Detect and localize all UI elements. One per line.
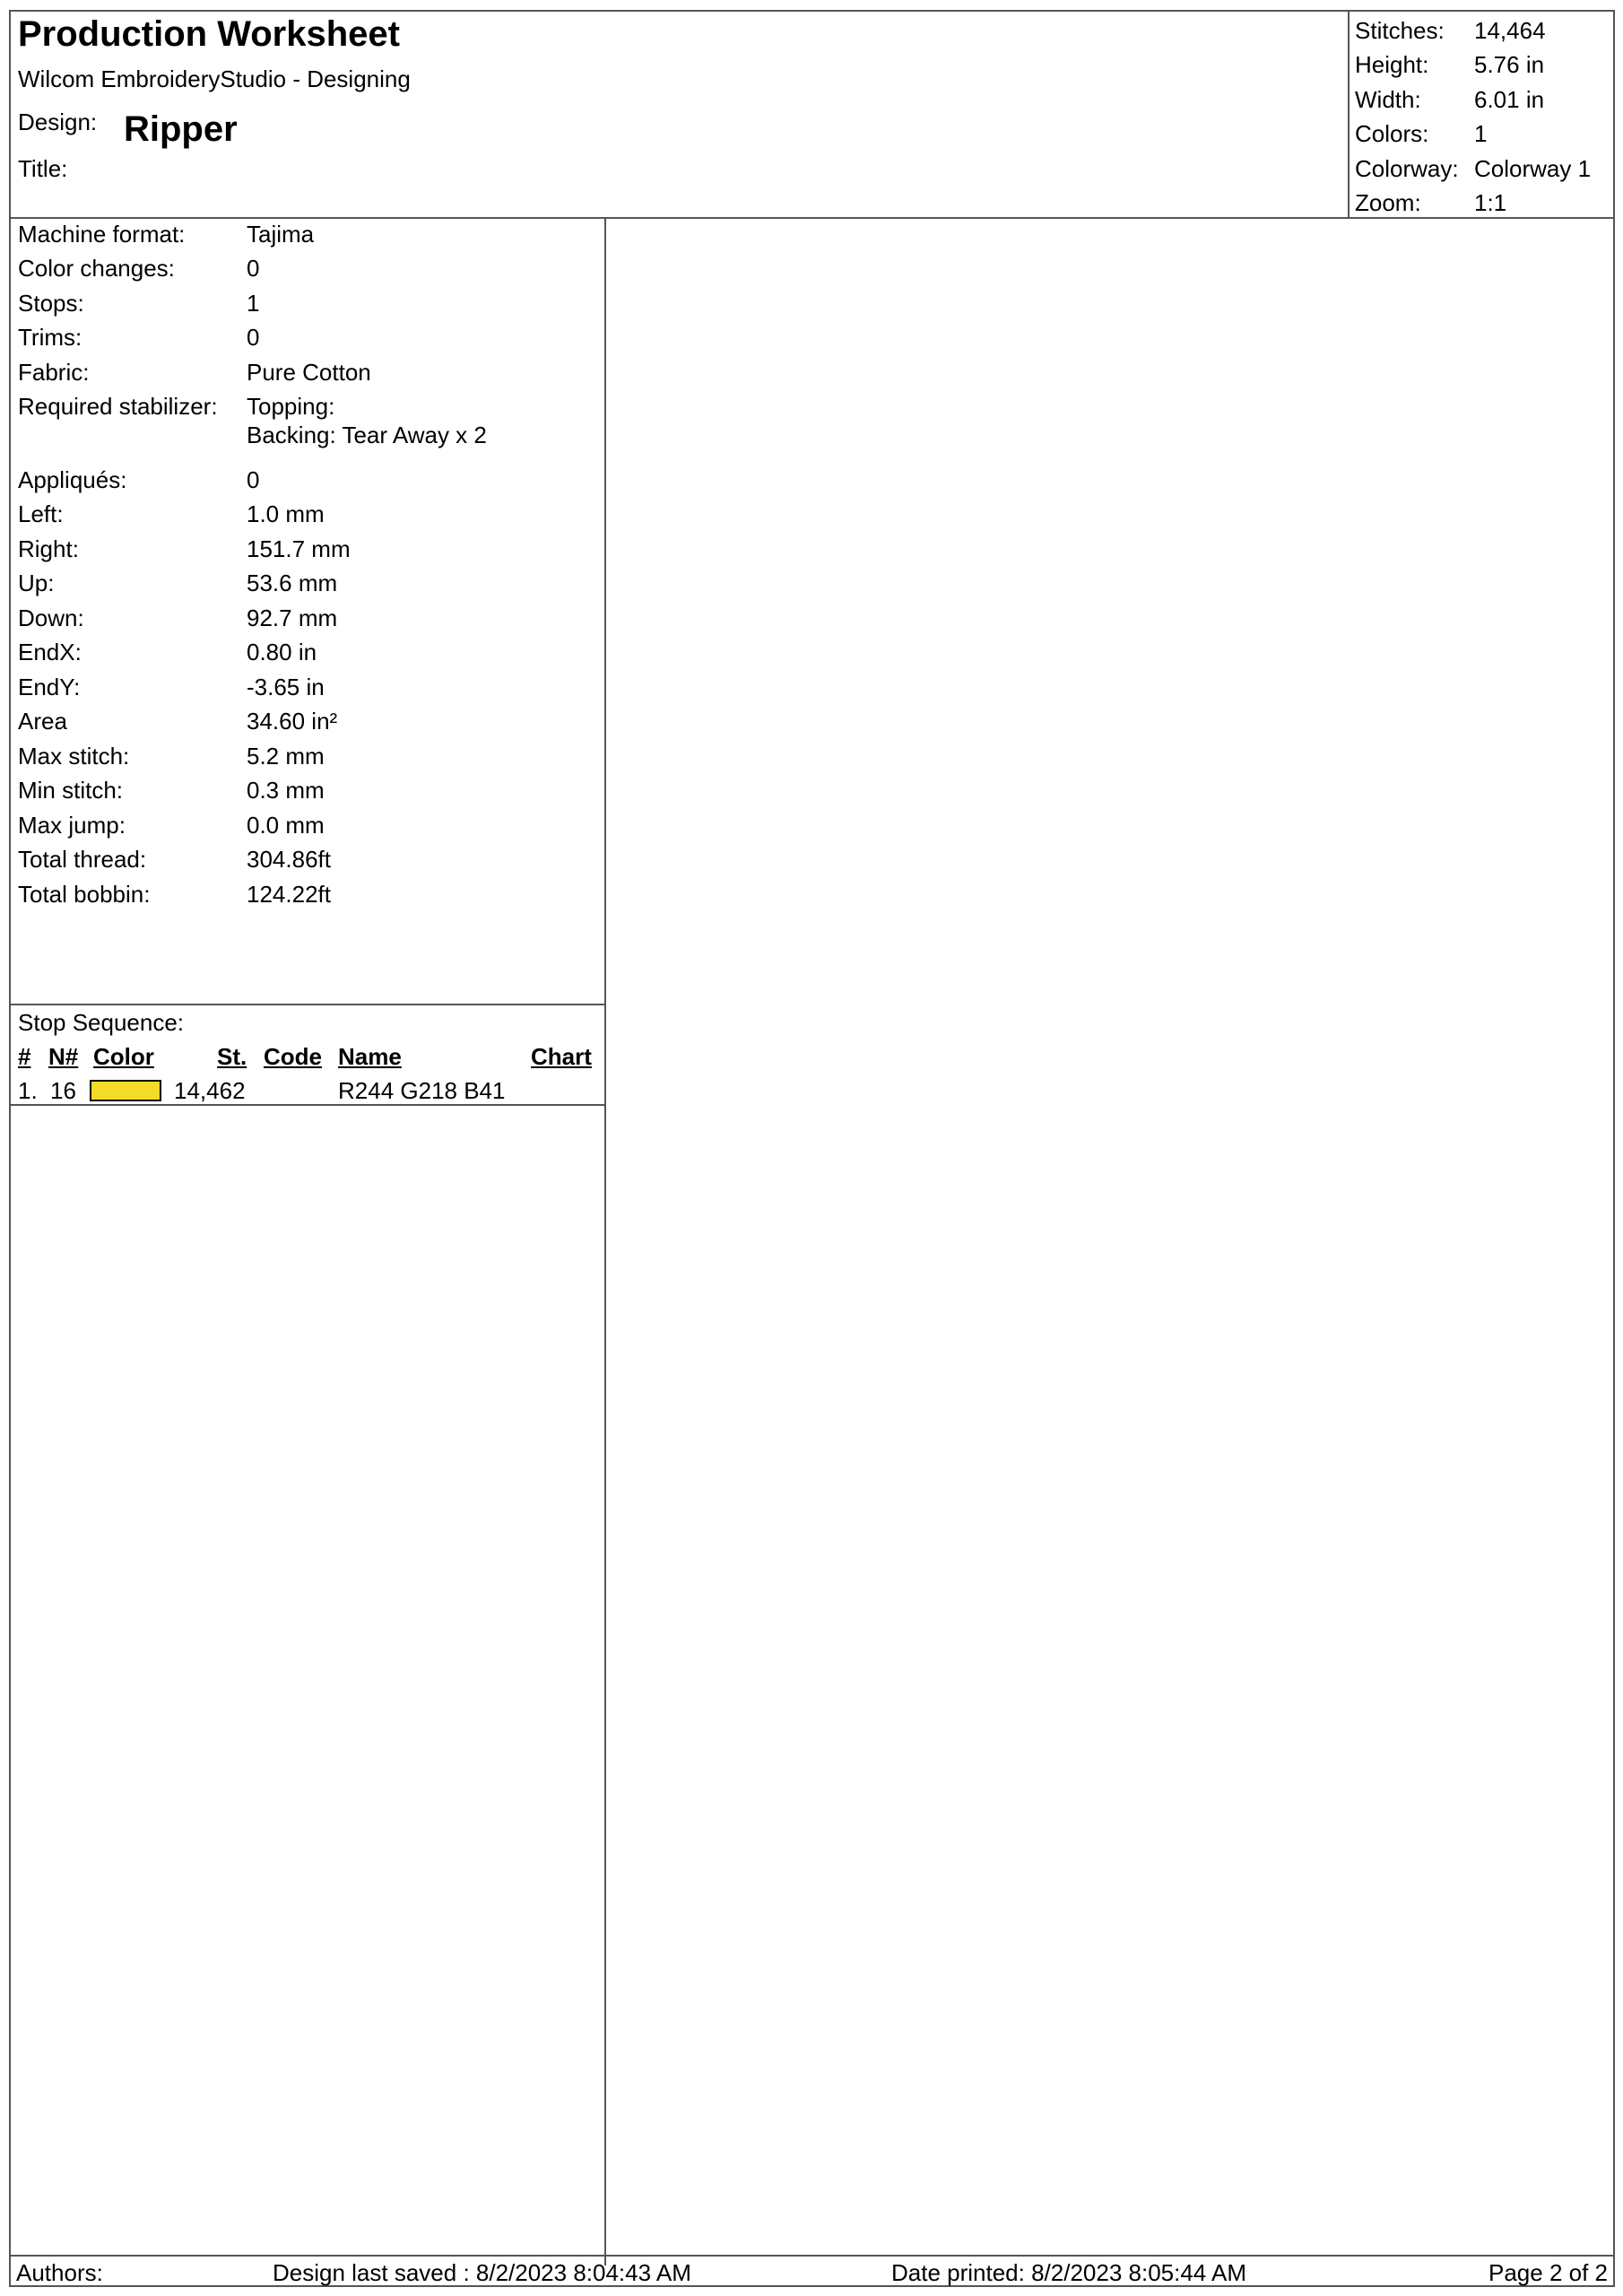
- worksheet-footer: [11, 2255, 1613, 2287]
- info-label: Trims:: [18, 324, 82, 351]
- authors-label: Authors:: [16, 2259, 103, 2286]
- info-value: 34.60 in²: [247, 708, 338, 735]
- stat-value: 1:1: [1474, 189, 1507, 217]
- stop-sequence-column: [11, 1005, 606, 2266]
- info-value: 1: [247, 290, 260, 317]
- info-label: Max jump:: [18, 812, 126, 839]
- info-label: Appliqués:: [18, 466, 127, 493]
- date-printed: Date printed: 8/2/2023 8:05:44 AM: [891, 2259, 1247, 2286]
- stat-zoom: [1350, 187, 1613, 222]
- info-value: 151.7 mm: [247, 535, 351, 562]
- info-value: Topping:: [247, 393, 335, 420]
- info-value: 304.86ft: [247, 846, 331, 873]
- info-label: Required stabilizer:: [18, 393, 218, 420]
- info-label: Up:: [18, 570, 55, 596]
- stat-height: [1350, 48, 1613, 83]
- info-label: EndY:: [18, 674, 81, 700]
- info-label: Down:: [18, 604, 84, 631]
- design-last-saved: Design last saved : 8/2/2023 8:04:43 AM: [273, 2259, 691, 2286]
- stat-value: 14,464: [1474, 16, 1546, 44]
- info-label: Left:: [18, 500, 64, 527]
- info-value: Pure Cotton: [247, 359, 371, 386]
- info-value: -3.65 in: [247, 674, 325, 700]
- design-stats-panel: [1348, 12, 1613, 217]
- info-value: Tajima: [247, 221, 315, 248]
- row-needle: 16: [50, 1077, 76, 1104]
- info-value: 0: [247, 466, 260, 493]
- worksheet-header: [11, 12, 1613, 219]
- page-number: Page 2 of 2: [1488, 2259, 1608, 2286]
- info-value: 124.22ft: [247, 881, 331, 908]
- col-header-chart: Chart: [531, 1043, 592, 1070]
- row-stitches: 14,462: [174, 1077, 246, 1104]
- info-label: Max stitch:: [18, 743, 130, 770]
- stop-sequence-title: Stop Sequence:: [18, 1009, 185, 1036]
- info-label: Machine format:: [18, 221, 186, 248]
- info-label: Total thread:: [18, 846, 147, 873]
- info-value: 0.3 mm: [247, 777, 325, 804]
- col-header-stitches: St.: [217, 1043, 247, 1070]
- stat-label: Width:: [1355, 85, 1421, 113]
- row-color-name: R244 G218 B41: [338, 1077, 506, 1104]
- worksheet-page: [9, 10, 1615, 2287]
- stat-label: Colors:: [1355, 120, 1429, 148]
- info-value: 0: [247, 255, 260, 282]
- col-header-name: Name: [338, 1043, 402, 1070]
- stat-label: Zoom:: [1355, 189, 1421, 217]
- info-label: Stops:: [18, 290, 84, 317]
- stat-value: 5.76 in: [1474, 51, 1545, 79]
- info-value: 0: [247, 324, 260, 351]
- info-label: Color changes:: [18, 255, 175, 282]
- design-label: Design:: [18, 109, 98, 135]
- info-value: Backing: Tear Away x 2: [247, 422, 487, 448]
- col-header-code: Code: [264, 1043, 322, 1070]
- stat-label: Stitches:: [1355, 16, 1445, 44]
- col-header-needle: N#: [48, 1043, 79, 1070]
- info-label: EndX:: [18, 639, 82, 665]
- info-value: 92.7 mm: [247, 604, 338, 631]
- stat-label: Colorway:: [1355, 154, 1459, 182]
- stat-stitches: [1350, 13, 1613, 48]
- color-swatch: [90, 1080, 161, 1101]
- col-header-number: #: [18, 1043, 31, 1070]
- design-name: Ripper: [124, 109, 238, 149]
- info-value: 1.0 mm: [247, 500, 325, 527]
- info-label: Fabric:: [18, 359, 90, 386]
- stat-colors: [1350, 117, 1613, 152]
- stat-value: 1: [1474, 120, 1488, 148]
- info-label: Right:: [18, 535, 79, 562]
- title-label: Title:: [18, 155, 68, 182]
- col-header-color: Color: [93, 1043, 154, 1070]
- info-label: Min stitch:: [18, 777, 124, 804]
- info-value: 0.80 in: [247, 639, 317, 665]
- stat-colorway: [1350, 152, 1613, 187]
- stat-label: Height:: [1355, 51, 1429, 79]
- info-label: Area: [18, 708, 67, 735]
- page-title: Production Worksheet: [18, 14, 400, 54]
- info-value: 0.0 mm: [247, 812, 325, 839]
- info-value: 5.2 mm: [247, 743, 325, 770]
- info-label: Total bobbin:: [18, 881, 151, 908]
- stop-sequence-table: [11, 1005, 604, 1106]
- stat-value: Colorway 1: [1474, 154, 1592, 182]
- application-name: Wilcom EmbroideryStudio - Designing: [18, 65, 411, 92]
- stat-value: 6.01 in: [1474, 85, 1545, 113]
- stat-width: [1350, 83, 1613, 117]
- info-value: 53.6 mm: [247, 570, 338, 596]
- row-number: 1.: [18, 1077, 38, 1104]
- design-info-table: [11, 219, 606, 1005]
